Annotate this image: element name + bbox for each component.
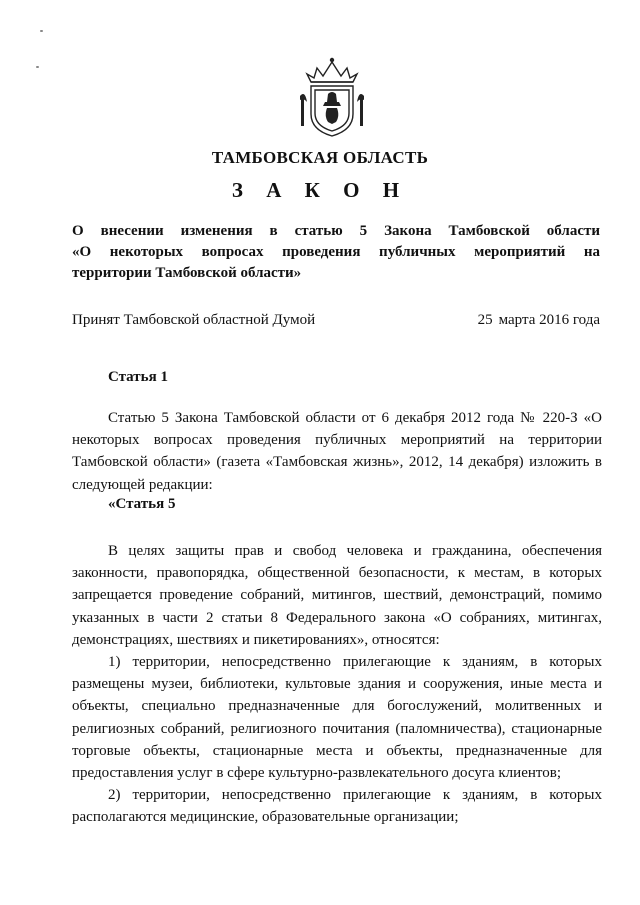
law-title — [72, 221, 600, 284]
article-heading: Статья 1 — [108, 369, 168, 385]
scan-speck — [36, 66, 39, 68]
coat-of-arms-icon — [297, 52, 367, 140]
list-item: 2) территории, непосредственно прилегающие к зданиям, в которых располагаются медицинские, образовательные организации; — [72, 787, 602, 826]
quoted-article-heading: «Статья 5 — [108, 496, 176, 512]
adoption-day: 25 — [477, 312, 493, 328]
adoption-body: Принят Тамбовской областной Думой — [72, 312, 316, 328]
law-title-line: О внесении изменения в статью 5 Закона Тамбовской области — [72, 223, 600, 239]
article-intro-block — [72, 407, 602, 496]
region-name: ТАМБОВСКАЯ ОБЛАСТЬ — [211, 148, 429, 167]
document-type: З А К О Н — [231, 178, 409, 202]
article-body — [72, 540, 602, 829]
law-title-line: территории Тамбовской области» — [72, 265, 302, 281]
adoption-date — [478, 312, 600, 329]
adoption-date-rest: марта 2016 года — [498, 312, 600, 328]
article-intro: Статью 5 Закона Тамбовской области от 6 декабря 2012 года № 220-З «О некоторых вопросах проведения публичных мероприятий на территории Тамбовской области» (газета «Тамбовская жизнь», 2012, 14 декабря) изложить в следующей редакции: — [72, 410, 602, 493]
law-title-line: «О некоторых вопросах проведения публичных мероприятий на — [72, 244, 600, 260]
list-item: 1) территории, непосредственно прилегающие к зданиям, в которых размещены музеи, библиотеки, культовые здания и сооружения, иные места и объекты, специально предназначенные для богослужений, молитвенных и религиозных собраний, религиозного почитания (паломничества), стационарные торговые объекты, стационарные места и объекты, предназначенные для предоставления услуг в сфере культурно-развлекательного досуга клиентов; — [72, 654, 602, 782]
paragraph: В целях защиты прав и свобод человека и гражданина, обеспечения законности, правопорядка, общественной безопасности, к местам, в которых запрещается проведение собраний, митингов, шествий, демонстраций, помимо указанных в части 2 статьи 8 Федерального закона «О собраниях, митингах, демонстрациях, шествиях и пикетированиях», относятся: — [72, 543, 602, 648]
scan-speck — [40, 30, 43, 32]
